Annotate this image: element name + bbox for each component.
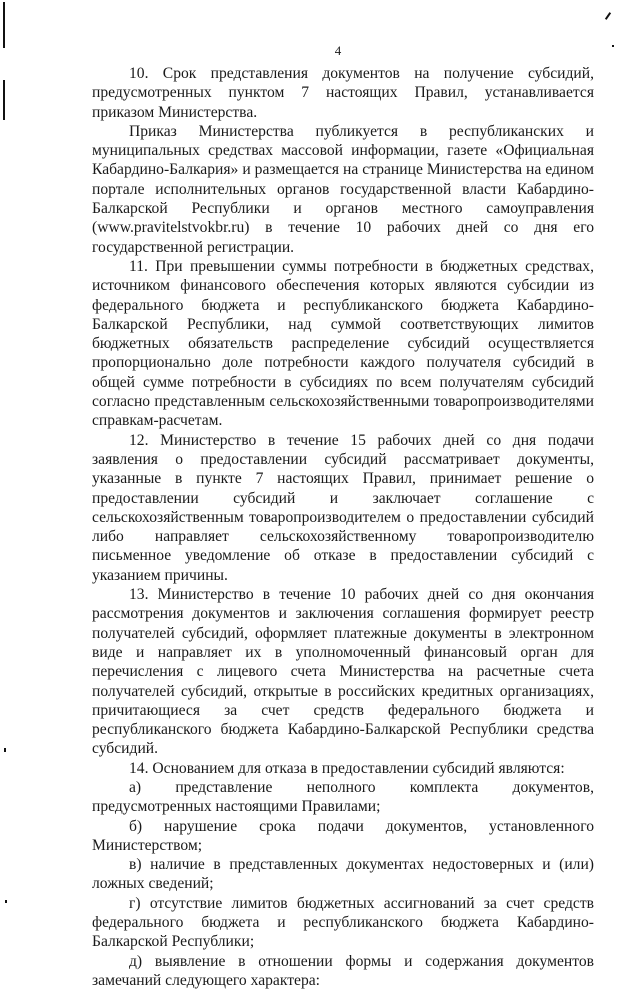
list-item-g: г) отсутствие лимитов бюджетных ассигнований за счет средств федерального бюджета и республиканского бюджета Кабардино-Балкарской Республики;	[92, 894, 594, 951]
scan-speck	[4, 748, 6, 752]
paragraph-11: 11. При превышении суммы потребности в бюджетных средствах, источником финансового обеспечения которых являются субсидии из федерального бюджета и республиканского бюджета Кабардино-Балкарской Республики, над суммой соответствующих лимитов бюджетных обязательств распределение субсидий осуществляется пропорционально доле потребности каждого получателя субсидий в общей сумме потребности в субсидиях по всем получателям субсидий согласно представленным сельскохозяйственными товаропроизводителями справкам-расчетам.	[92, 257, 594, 430]
page-number: 4	[334, 43, 342, 58]
scan-speck	[5, 900, 7, 903]
list-item-v: в) наличие в представленных документах недостоверных и (или) ложных сведений;	[92, 856, 594, 893]
paragraph-14: 14. Основанием для отказа в предоставлении субсидий являются:	[129, 759, 565, 777]
paragraph-12: 12. Министерство в течение 15 рабочих дней со дня подачи заявления о предоставлении субсидий рассматривает документы, указанные в пункте 7 настоящих Правил, принимает решение о предоставлении субсидий и заключает соглашение с сельскохозяйственным товаропроизводителем о предоставлении субсидий либо направляет сельскохозяйственному товаропроизводителю письменное уведомление об отказе в предоставлении субсидий с указанием причины.	[92, 431, 594, 584]
document-body	[92, 64, 594, 990]
paragraph-10: 10. Срок представления документов на получение субсидий, предусмотренных пунктом 7 настоящих Правил, устанавливается приказом Министерства.	[92, 65, 594, 121]
paragraph-13: 13. Министерство в течение 10 рабочих дней со дня окончания рассмотрения документов и заключения соглашения формирует реестр получателей субсидий, оформляет платежные документы в электронном виде и направляет их в уполномоченный финансовый орган для перечисления с лицевого счета Министерства на расчетные счета получателей субсидий, открытые в российских кредитных организациях, причитающиеся за счет средств федерального бюджета и республиканского бюджета Кабардино-Балкарской Республики средства субсидий.	[92, 586, 594, 758]
list-item-b: б) нарушение срока подачи документов, установленного Министерством;	[92, 817, 594, 854]
scan-edge-mark	[3, 2, 5, 48]
scan-edge-mark	[3, 80, 5, 120]
paragraph-publication: Приказ Министерства публикуется в республиканских и муниципальных средствах массовой информации, газете «Официальная Кабардино-Балкария» и размещается на странице Министерства на едином портале исполнительных органов государственной власти Кабардино-Балкарской Республики и органов местного самоуправления (www.pravitelstvokbr.ru) в течение 10 рабочих дней со дня его государственной регистрации.	[92, 122, 594, 256]
scan-speck	[605, 12, 611, 20]
list-item-a: а) представление неполного комплекта документов, предусмотренных настоящими Правилами;	[92, 778, 594, 816]
list-item-d: д) выявление в отношении формы и содержания документов замечаний следующего характера:	[92, 952, 594, 989]
